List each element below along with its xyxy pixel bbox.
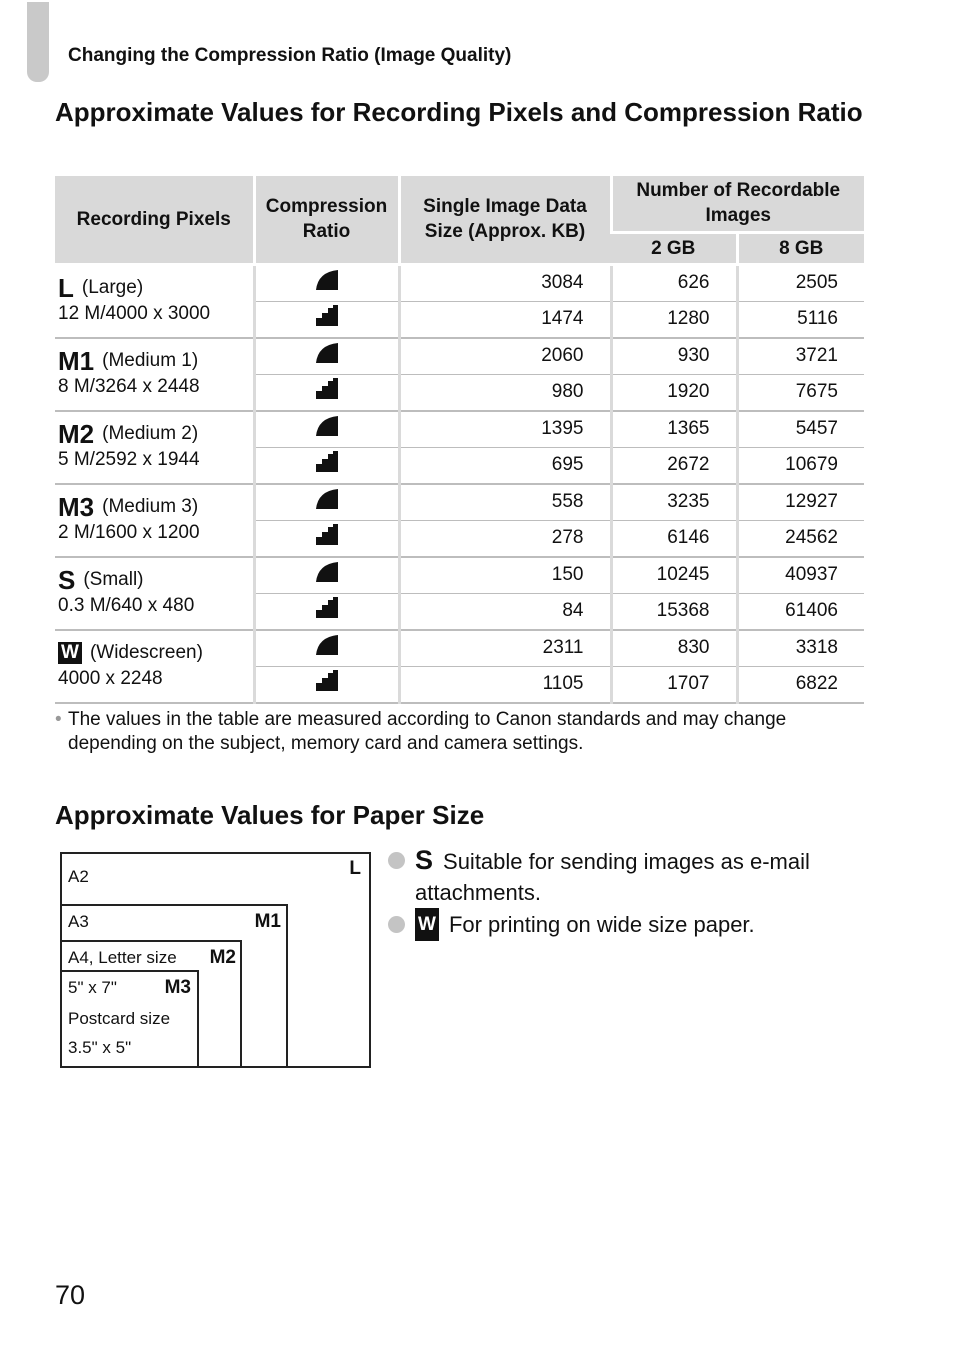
- recording-pixels-mode: [58, 348, 253, 374]
- count-2gb-cell: 626: [611, 264, 737, 301]
- paper-label-a3: A3: [68, 912, 89, 931]
- count-2gb-cell: 15368: [611, 593, 737, 630]
- data-size-cell: 980: [399, 374, 611, 411]
- count-2gb-cell: 1280: [611, 301, 737, 338]
- recording-pixels-mode: [58, 421, 253, 447]
- count-2gb-cell: 10245: [611, 557, 737, 594]
- count-8gb-cell: 6822: [737, 666, 864, 703]
- header-recording-pixels: Recording Pixels: [55, 176, 254, 264]
- size-medium2-icon: M2: [58, 419, 95, 449]
- count-8gb-cell: 7675: [737, 374, 864, 411]
- size-small-icon: S: [415, 845, 434, 875]
- table-row: [55, 338, 864, 375]
- data-size-cell: 695: [399, 447, 611, 484]
- recording-pixels-cell: [55, 630, 254, 703]
- compression-cell: [254, 447, 399, 484]
- size-note-widescreen-text: For printing on wide size paper.: [448, 912, 755, 937]
- recording-pixels-label: (Large): [81, 277, 144, 298]
- recording-pixels-cell: [55, 264, 254, 338]
- recording-pixels-value: 5 M/2592 x 1944: [58, 449, 200, 470]
- header-recordable-images: Number of Recordable Images: [611, 176, 864, 232]
- recording-pixels-mode: [58, 640, 253, 666]
- running-head: Changing the Compression Ratio (Image Quality): [68, 45, 512, 66]
- data-size-cell: 558: [399, 484, 611, 521]
- data-size-cell: 278: [399, 520, 611, 557]
- table-row: [55, 557, 864, 594]
- size-small-icon: S: [58, 565, 76, 595]
- note-text: The values in the table are measured according to Canon standards and may change depending on the subject, memory card and camera settings.: [68, 709, 787, 754]
- compression-cell: [254, 338, 399, 375]
- recording-pixels-value: 4000 x 2248: [58, 668, 163, 689]
- recording-pixels-mode: [58, 494, 253, 520]
- compression-cell: [254, 374, 399, 411]
- compression-fine-icon: [315, 633, 339, 657]
- count-2gb-cell: 1365: [611, 411, 737, 448]
- recording-pixels-mode: [58, 275, 253, 301]
- table-row: [55, 630, 864, 667]
- recording-pixels-cell: [55, 484, 254, 557]
- count-2gb-cell: 830: [611, 630, 737, 667]
- table-row: [55, 264, 864, 301]
- compression-fine-icon: [315, 487, 339, 511]
- compression-fine-icon: [315, 414, 339, 438]
- compression-cell: [254, 630, 399, 667]
- count-8gb-cell: 2505: [737, 264, 864, 301]
- paper-label-postcard: Postcard size: [68, 1009, 171, 1028]
- size-notes: [388, 845, 868, 944]
- data-size-cell: 3084: [399, 264, 611, 301]
- bullet-dot: [388, 916, 405, 933]
- count-2gb-cell: 2672: [611, 447, 737, 484]
- recording-pixels-value: 0.3 M/640 x 480: [58, 595, 195, 616]
- recording-pixels-label: (Medium 2): [102, 423, 199, 444]
- count-8gb-cell: 5457: [737, 411, 864, 448]
- recording-pixels-cell: [55, 411, 254, 484]
- bullet-dot: [388, 852, 405, 869]
- data-size-cell: 150: [399, 557, 611, 594]
- paper-label-5x7: 5" x 7": [68, 978, 117, 997]
- compression-cell: [254, 264, 399, 301]
- count-2gb-cell: 6146: [611, 520, 737, 557]
- size-note-small-text: Suitable for sending images as e-mail attachments.: [415, 849, 810, 905]
- compression-cell: [254, 520, 399, 557]
- recording-pixels-value: 12 M/4000 x 3000: [58, 303, 211, 324]
- data-size-cell: 2060: [399, 338, 611, 375]
- data-size-cell: 2311: [399, 630, 611, 667]
- section-title-recording-pixels: Approximate Values for Recording Pixels and Compression Ratio: [55, 97, 863, 127]
- compression-cell: [254, 411, 399, 448]
- size-medium1-icon: M1: [58, 346, 95, 376]
- data-size-cell: 1105: [399, 666, 611, 703]
- recording-pixels-cell: [55, 338, 254, 411]
- side-tab: [27, 2, 49, 82]
- compression-normal-icon: [315, 596, 339, 620]
- header-compression-ratio: Compression Ratio: [254, 176, 399, 264]
- paper-size-diagram: [60, 852, 370, 1067]
- size-medium3-icon: M3: [58, 492, 95, 522]
- recording-pixels-mode: [58, 567, 253, 593]
- recording-pixels-cell: [55, 557, 254, 630]
- recording-pixels-label: (Small): [83, 569, 144, 590]
- recording-pixels-value: 2 M/1600 x 1200: [58, 522, 200, 543]
- count-2gb-cell: 1707: [611, 666, 737, 703]
- count-8gb-cell: 3318: [737, 630, 864, 667]
- recording-pixels-value: 8 M/3264 x 2448: [58, 376, 200, 397]
- count-8gb-cell: 12927: [737, 484, 864, 521]
- paper-label-a4: A4, Letter size: [68, 948, 177, 967]
- page-number: 70: [55, 1280, 86, 1310]
- compression-normal-icon: [315, 669, 339, 693]
- compression-normal-icon: [315, 377, 339, 401]
- paper-label-a2: A2: [68, 867, 89, 886]
- header-2gb: 2 GB: [611, 232, 737, 264]
- count-8gb-cell: 40937: [737, 557, 864, 594]
- size-medium2-icon: M2: [209, 947, 236, 968]
- size-note-small: [388, 845, 868, 908]
- compression-cell: [254, 666, 399, 703]
- data-size-cell: 1474: [399, 301, 611, 338]
- compression-fine-icon: [315, 341, 339, 365]
- recording-pixels-table: [55, 176, 864, 704]
- header-8gb: 8 GB: [737, 232, 864, 264]
- count-8gb-cell: 61406: [737, 593, 864, 630]
- compression-fine-icon: [315, 268, 339, 292]
- count-8gb-cell: 10679: [737, 447, 864, 484]
- size-medium1-icon: M1: [254, 911, 281, 932]
- count-8gb-cell: 24562: [737, 520, 864, 557]
- size-widescreen-icon: W: [58, 642, 82, 664]
- count-2gb-cell: 1920: [611, 374, 737, 411]
- size-widescreen-icon: W: [415, 908, 439, 941]
- count-2gb-cell: 3235: [611, 484, 737, 521]
- header-data-size: Single Image Data Size (Approx. KB): [399, 176, 611, 264]
- paper-box-5x7: [60, 970, 199, 1068]
- count-8gb-cell: 3721: [737, 338, 864, 375]
- size-medium3-icon: M3: [164, 977, 191, 998]
- size-note-widescreen: [388, 909, 868, 943]
- paper-label-3-5x5: 3.5" x 5": [68, 1038, 132, 1057]
- compression-normal-icon: [315, 523, 339, 547]
- recording-pixels-label: (Medium 1): [102, 350, 199, 371]
- count-2gb-cell: 930: [611, 338, 737, 375]
- size-large-icon: L: [349, 858, 361, 879]
- data-size-cell: 84: [399, 593, 611, 630]
- count-8gb-cell: 5116: [737, 301, 864, 338]
- compression-cell: [254, 301, 399, 338]
- recording-pixels-label: (Medium 3): [102, 496, 199, 517]
- compression-fine-icon: [315, 560, 339, 584]
- section-title-paper-size: Approximate Values for Paper Size: [55, 800, 485, 830]
- compression-normal-icon: [315, 450, 339, 474]
- table-row: [55, 484, 864, 521]
- compression-cell: [254, 557, 399, 594]
- compression-normal-icon: [315, 304, 339, 328]
- compression-cell: [254, 484, 399, 521]
- table-note: [55, 708, 878, 756]
- recording-pixels-label: (Widescreen): [89, 642, 203, 663]
- note-bullet: •: [55, 709, 62, 730]
- size-large-icon: L: [58, 273, 74, 303]
- compression-cell: [254, 593, 399, 630]
- table-row: [55, 411, 864, 448]
- data-size-cell: 1395: [399, 411, 611, 448]
